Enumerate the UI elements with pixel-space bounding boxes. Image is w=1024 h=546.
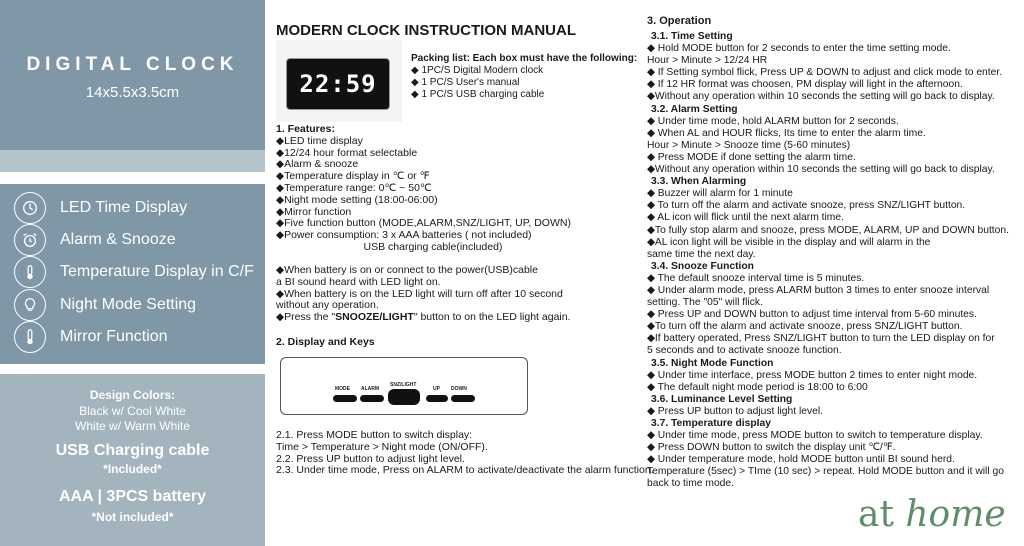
display-note-line: 2.3. Under time mode, Press on ALARM to activate/deactivate the alarm function. [276, 464, 654, 477]
feature-line: ◆Night mode setting (18:00-06:00) [276, 193, 438, 206]
battery-title: AAA | 3PCS battery [58, 488, 207, 505]
feature-mirror [14, 321, 168, 353]
operation-line: ◆ If 12 HR format was choosen, PM display will light in the afternoon. [647, 79, 963, 91]
clock-body [286, 58, 390, 110]
feature-label: Alarm & Snooze [60, 231, 176, 248]
battery-note-line: without any operation. [276, 299, 379, 312]
display-note-line: 2.1. Press MODE button to switch display: [276, 429, 473, 441]
feature-line: ◆Power consumption: 3 x AAA batteries ( not included) [276, 229, 532, 242]
operation-line: 5 seconds and to activate snooze function. [647, 345, 842, 357]
display-note-line: Time > Temperature > Night mode (ON/OFF). [276, 440, 488, 453]
operation-section [647, 15, 1009, 491]
keys-title: 2. Display and Keys [276, 336, 375, 348]
key-label-down: DOWN [451, 386, 467, 392]
battery-note-line: ◆When battery is on the LED light will turn off after 10 second [276, 287, 563, 300]
feature-temperature [14, 256, 254, 288]
packing-item: ◆ 1 PC/S USB charging cable [411, 89, 545, 100]
thermometer-c-icon [14, 256, 46, 288]
press-key: SNOOZE/LIGHT [335, 311, 414, 324]
operation-line: ◆ Press MODE if done setting the alarm time. [647, 151, 856, 163]
press-suffix: " button to on the LED light again. [413, 311, 571, 324]
feature-line: ◆Temperature range: 0℃ ~ 50℃ [276, 181, 432, 194]
operation-line: Temperature (5sec) > TIme (10 sec) > repeat. Hold MODE button and it will go [647, 466, 1004, 478]
brand-home: home [905, 494, 1006, 535]
feature-line: ◆Mirror function [276, 205, 352, 218]
operation-line: ◆ AL icon will flick until the next alarm time. [647, 212, 844, 224]
operation-body [647, 31, 1009, 491]
feature-line: ◆Temperature display in ℃ or ℉ [276, 170, 430, 183]
packing-item: ◆ 1 PC/S User's manual [411, 77, 520, 88]
key-label-snz: SNZ/LIGHT [390, 382, 417, 388]
clock-photo [276, 40, 402, 122]
operation-line: back to time mode. [647, 478, 734, 490]
feature-line: ◆LED time display [276, 134, 363, 147]
thermometer-icon [14, 321, 46, 353]
alarm-key [360, 395, 384, 402]
operation-subtitle: 3.5. Night Mode Function [651, 357, 774, 369]
operation-line: ◆Without any operation within 10 seconds the setting will go back to display. [647, 91, 995, 103]
usb-cable-note: *Included* [103, 462, 162, 476]
key-label-alarm: ALARM [361, 386, 380, 392]
operation-line: ◆ Press UP button to adjust light level. [647, 405, 824, 417]
press-snooze-line [276, 312, 571, 324]
feature-line: ◆Alarm & snooze [276, 158, 359, 171]
feature-led-time [14, 192, 187, 224]
sidebar-divider-strip [0, 150, 265, 172]
sidebar [0, 0, 265, 546]
battery-note: *Not included* [91, 510, 174, 524]
mode-key [333, 395, 357, 402]
display-note-line: 2.2. Press UP button to adjust light level. [276, 452, 465, 465]
operation-line: ◆ Under time mode, hold ALARM button for 2 seconds. [647, 115, 899, 127]
light-bulb-icon [14, 289, 46, 321]
key-label-mode: MODE [335, 386, 350, 392]
design-color: White w/ Warm White [75, 419, 190, 433]
operation-line: ◆ The default night mode period is 18:00 to 6:00 [647, 381, 868, 393]
operation-subtitle: 3.6. Luminance Level Setting [651, 393, 793, 405]
product-size: 14x5.5x3.5cm [85, 84, 180, 101]
operation-line: Hour > Minute > Snooze time (5-60 minutes) [647, 139, 851, 151]
sidebar-gap [0, 172, 265, 184]
operation-line: ◆If battery operated, Press SNZ/LIGHT button to turn the LED display on for [647, 333, 995, 345]
manual-title: MODERN CLOCK INSTRUCTION MANUAL [276, 22, 576, 39]
operation-subtitle: 3.7. Temperature dispIay [651, 418, 771, 429]
operation-title: 3. Operation [647, 15, 712, 27]
feature-label: LED Time Display [60, 199, 188, 216]
features-section [276, 124, 571, 254]
design-color: Black w/ Cool White [79, 404, 186, 418]
feature-alarm-snooze [14, 224, 176, 256]
key-label-up: UP [433, 386, 440, 392]
up-key [426, 395, 448, 402]
feature-label: Temperature Display in C/F [60, 263, 254, 280]
feature-label: Night Mode Setting [60, 296, 197, 313]
brand-at: at [858, 494, 906, 535]
snz-light-key [388, 389, 420, 405]
down-key [451, 395, 475, 402]
operation-line: same time the next day. [647, 248, 756, 260]
alarm-clock-icon [14, 224, 46, 256]
product-title: DIGITAL CLOCK [26, 54, 239, 75]
operation-line: ◆ When AL and HOUR flicks, Its time to enter the alarm time. [647, 127, 926, 139]
design-colors-title: Design Colors: [89, 388, 176, 402]
sidebar-gap [0, 364, 265, 374]
operation-line: ◆AL icon light will be visible in the display and will alarm in the [647, 236, 931, 248]
operation-subtitle: 3.2. Alarm Setting [651, 103, 738, 115]
operation-line: ◆ To turn off the alarm and activate snooze, press SNZ/LIGHT button. [647, 200, 966, 212]
operation-line: ◆ Press UP and DOWN button to adjust time interval from 5-60 minutes. [647, 309, 977, 321]
operation-line: ◆ Hold MODE button for 2 seconds to enter the time setting mode. [647, 43, 951, 55]
clock-digits: 22:59 [299, 70, 377, 98]
feature-line: ◆12/24 hour format selectable [276, 146, 418, 159]
operation-line: Hour > Minute > 12/24 HR [647, 55, 768, 67]
feature-line: ◆Five function button (MODE,ALARM,SNZ/LIGHT, UP, DOWN) [276, 217, 571, 230]
operation-subtitle: 3.3. When Alarming [651, 176, 747, 188]
operation-line: ◆ Under time mode, press MODE button to switch to temperature display. [647, 430, 983, 442]
operation-subtitle: 3.4. Snooze Function [651, 260, 754, 272]
operation-line: ◆To fully stop alarm and snooze, press MODE, ALARM, UP and DOWN button. [647, 224, 1009, 236]
keys-diagram [280, 357, 528, 415]
battery-notes [276, 265, 571, 324]
brand-logo [858, 494, 1006, 535]
packing-item: ◆ 1PC/S Digital Modern clock [411, 65, 544, 76]
packing-list [411, 53, 637, 101]
battery-note-line: a BI sound heard with LED light on. [276, 275, 441, 288]
operation-line: ◆ Under temperature mode, hold MODE button until BI sound herd. [647, 454, 955, 466]
operation-line: ◆ Buzzer will alarm for 1 minute [647, 188, 793, 200]
operation-line: ◆Without any operation within 10 seconds the setting will go back to display. [647, 164, 995, 176]
operation-line: setting. The "05" will flick. [647, 297, 763, 309]
operation-line: ◆ If Setting symbol flick, Press UP & DOWN to adjust and click mode to enter. [647, 67, 1003, 79]
packing-title: Packing list: Each box must have the following: [411, 53, 638, 64]
display-notes [276, 430, 654, 477]
feature-night-mode [14, 289, 196, 321]
press-prefix: ◆Press the " [276, 311, 336, 324]
usb-cable-title: USB Charging cable [55, 442, 210, 459]
battery-note-line: ◆When battery is on or connect to the power(USB)cable [276, 264, 538, 276]
operation-line: ◆ Under time interface, press MODE button 2 times to enter night mode. [647, 369, 978, 381]
feature-line: USB charging cable(included) [276, 240, 503, 253]
operation-line: ◆ Under alarm mode, press ALARM button 3 times to enter snooze interval [647, 284, 990, 296]
operation-line: ◆ Press DOWN button to switch the display unit ℃/℉. [647, 442, 896, 454]
operation-line: ◆ The default snooze interval time is 5 minutes. [647, 272, 865, 284]
feature-label: Mirror Function [60, 328, 168, 345]
operation-line: ◆To turn off the alarm and activate snooze, press SNZ/LIGHT button. [647, 321, 963, 333]
operation-subtitle: 3.1. Time Setting [651, 31, 733, 42]
clock-icon [14, 192, 46, 224]
features-title: 1. Features: [276, 123, 335, 135]
